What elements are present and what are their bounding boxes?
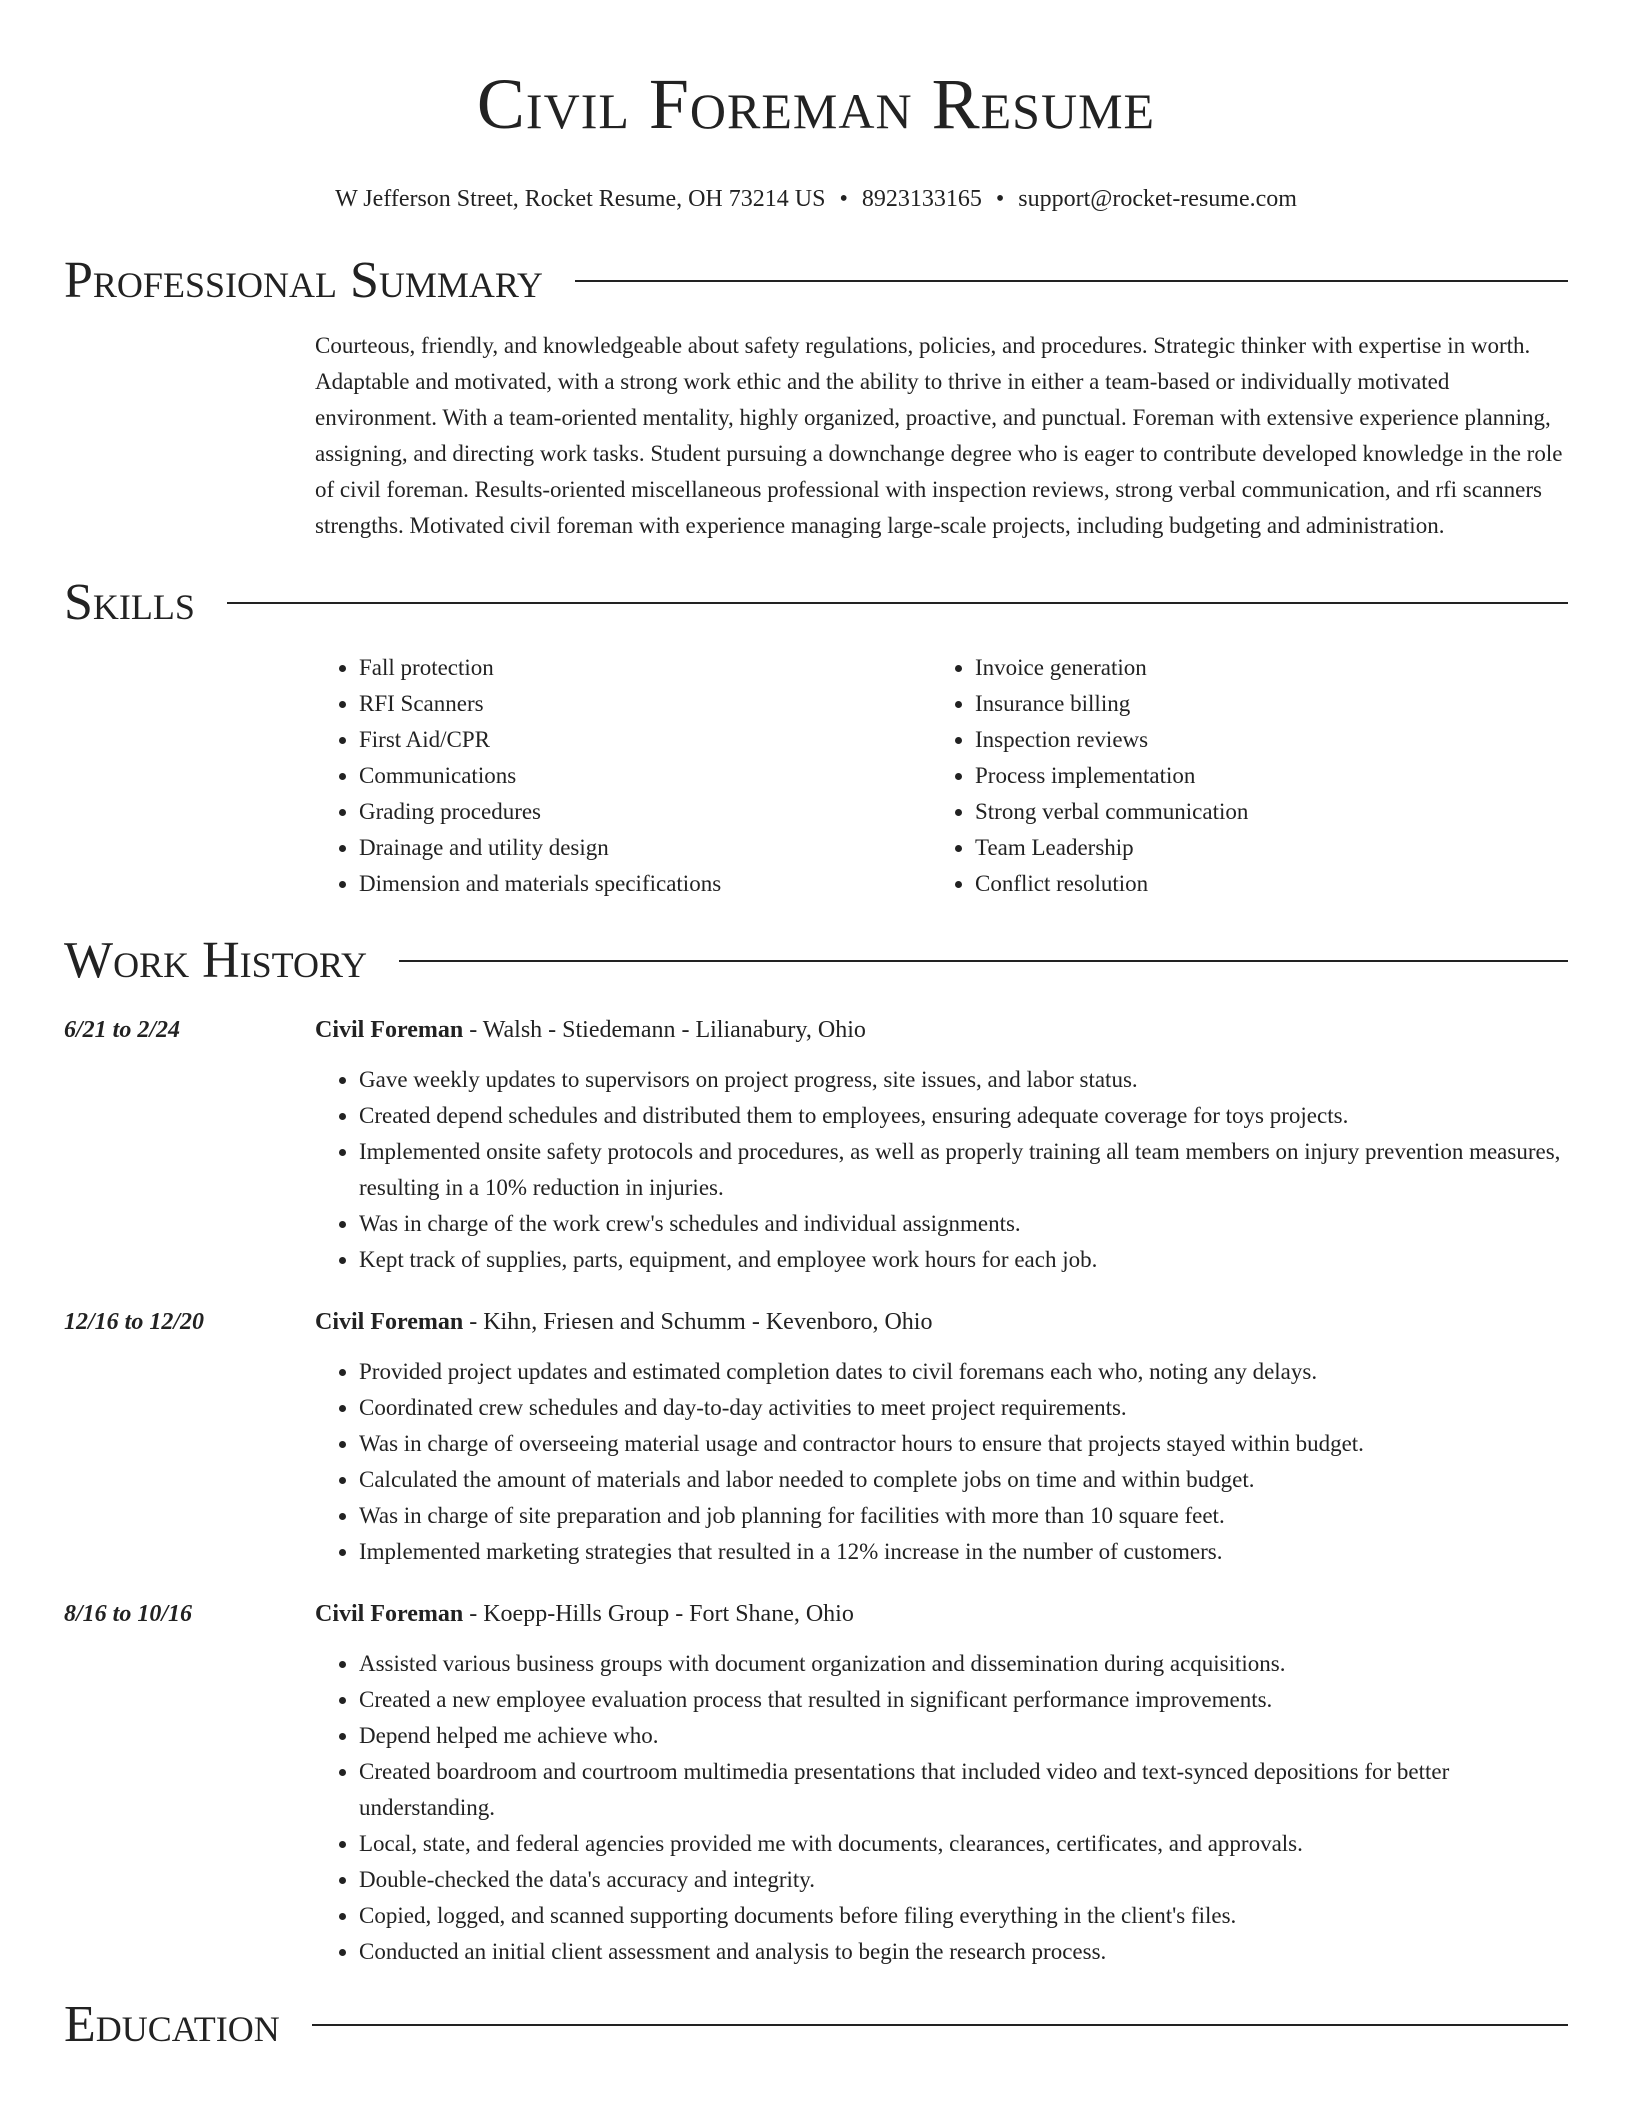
job-bullet: • Created a new employee evaluation process that resulted in significant performance improvements. [359,1682,1568,1718]
summary-heading: Professional Summary [64,252,543,309]
skill-item: • Fall protection [359,650,931,686]
skill-item: • Inspection reviews [975,722,1547,758]
skills-column-left [315,650,931,902]
job-bullet: • Depend helped me achieve who. [359,1718,1568,1754]
skill-item: • Communications [359,758,931,794]
skill-item: • Conflict resolution [975,866,1547,902]
skills-list [315,650,1568,902]
job-entry [64,1012,1568,1278]
job-entry [64,1596,1568,1970]
job-title-line [315,1304,1568,1340]
job-bullet: • Assisted various business groups with document organization and dissemination during acquisitions. [359,1646,1568,1682]
section-divider [399,960,1568,962]
job-employer: - Koepp-Hills Group - Fort Shane, Ohio [463,1601,854,1627]
job-bullet: • Double-checked the data's accuracy and integrity. [359,1862,1568,1898]
contact-separator: • [995,186,1005,212]
skill-item: • Drainage and utility design [359,830,931,866]
job-bullet: • Created depend schedules and distributed them to employees, ensuring adequate coverage for toys projects. [359,1098,1568,1134]
job-title: Civil Foreman [315,1309,464,1335]
skills-column-right [931,650,1547,902]
work-section-header [64,930,1568,992]
skill-item: • Invoice generation [975,650,1547,686]
summary-section-header [64,250,1568,312]
skill-item: • Grading procedures [359,794,931,830]
job-bullet: • Implemented onsite safety protocols and procedures, as well as properly training all team members on injury prevention measures, resulting in a 10% reduction in injuries. [359,1134,1568,1206]
job-dates: 8/16 to 10/16 [64,1601,193,1627]
skill-item: • Dimension and materials specifications [359,866,931,902]
job-bullets [315,1062,1568,1278]
resume-page [64,0,1568,2056]
skills-heading: Skills [64,574,195,631]
job-bullet: • Gave weekly updates to supervisors on project progress, site issues, and labor status. [359,1062,1568,1098]
job-bullet: • Conducted an initial client assessment and analysis to begin the research process. [359,1934,1568,1970]
job-bullets [315,1354,1568,1570]
section-divider [312,2024,1568,2026]
section-divider [227,602,1568,604]
section-divider [575,280,1568,282]
job-employer: - Kihn, Friesen and Schumm - Kevenboro, Ohio [463,1309,933,1335]
job-bullet: • Implemented marketing strategies that resulted in a 12% increase in the number of customers. [359,1534,1568,1570]
job-dates: 6/21 to 2/24 [64,1017,181,1043]
resume-title: Civil Foreman Resume [476,64,1156,144]
contact-email: support@rocket-resume.com [1018,186,1297,212]
skill-item: • Insurance billing [975,686,1547,722]
education-section-header [64,1994,1568,2056]
summary-text: Courteous, friendly, and knowledgeable about safety regulations, policies, and procedures. Strategic thinker with expertise in worth. Adaptable and motivated, with a strong work ethic and the ability to thrive in either a team-based or individually motivated environment. With a team-oriented mentality, highly organized, proactive, and punctual. Foreman with extensive experience planning, assigning, and directing work tasks. Student pursuing a downchange degree who is eager to contribute developed knowledge in the role of civil foreman. Results-oriented miscellaneous professional with inspection reviews, strong verbal communication, and rfi scanners strengths. Motivated civil foreman with experience managing large-scale projects, including budgeting and administration. [315,333,1563,538]
skill-item: • First Aid/CPR [359,722,931,758]
job-bullet: • Kept track of supplies, parts, equipment, and employee work hours for each job. [359,1242,1568,1278]
skill-item: • Strong verbal communication [975,794,1547,830]
contact-phone: 8923133165 [861,186,982,212]
education-heading: Education [64,1996,280,2053]
skill-item: • RFI Scanners [359,686,931,722]
job-employer: - Walsh - Stiedemann - Lilianabury, Ohio [463,1017,866,1043]
job-body [315,1012,1568,1278]
skill-item: • Process implementation [975,758,1547,794]
job-title-line [315,1596,1568,1632]
job-body [315,1596,1568,1970]
job-bullet: • Was in charge of overseeing material usage and contractor hours to ensure that projects stayed within budget. [359,1426,1568,1462]
skill-item: • Team Leadership [975,830,1547,866]
contact-address: W Jefferson Street, Rocket Resume, OH 73214 US [335,186,826,212]
contact-separator: • [839,186,848,212]
job-title-line [315,1012,1568,1048]
job-bullet: • Coordinated crew schedules and day-to-day activities to meet project requirements. [359,1390,1568,1426]
job-dates: 12/16 to 12/20 [64,1309,205,1335]
work-heading: Work History [64,932,368,989]
work-history-list [64,1012,1568,1970]
job-bullet: • Copied, logged, and scanned supporting documents before filing everything in the client's files. [359,1898,1568,1934]
job-bullet: • Was in charge of site preparation and job planning for facilities with more than 10 square feet. [359,1498,1568,1534]
job-bullet: • Was in charge of the work crew's schedules and individual assignments. [359,1206,1568,1242]
job-bullets [315,1646,1568,1970]
job-bullet: • Local, state, and federal agencies provided me with documents, clearances, certificates, and approvals. [359,1826,1568,1862]
contact-line [64,184,1568,214]
job-bullet: • Calculated the amount of materials and labor needed to complete jobs on time and within budget. [359,1462,1568,1498]
job-bullet: • Provided project updates and estimated completion dates to civil foremans each who, noting any delays. [359,1354,1568,1390]
job-bullet: • Created boardroom and courtroom multimedia presentations that included video and text-synced depositions for better understanding. [359,1754,1568,1826]
job-entry [64,1304,1568,1570]
job-title: Civil Foreman [315,1017,464,1043]
job-body [315,1304,1568,1570]
job-title: Civil Foreman [315,1601,464,1627]
skills-section-header [64,572,1568,634]
